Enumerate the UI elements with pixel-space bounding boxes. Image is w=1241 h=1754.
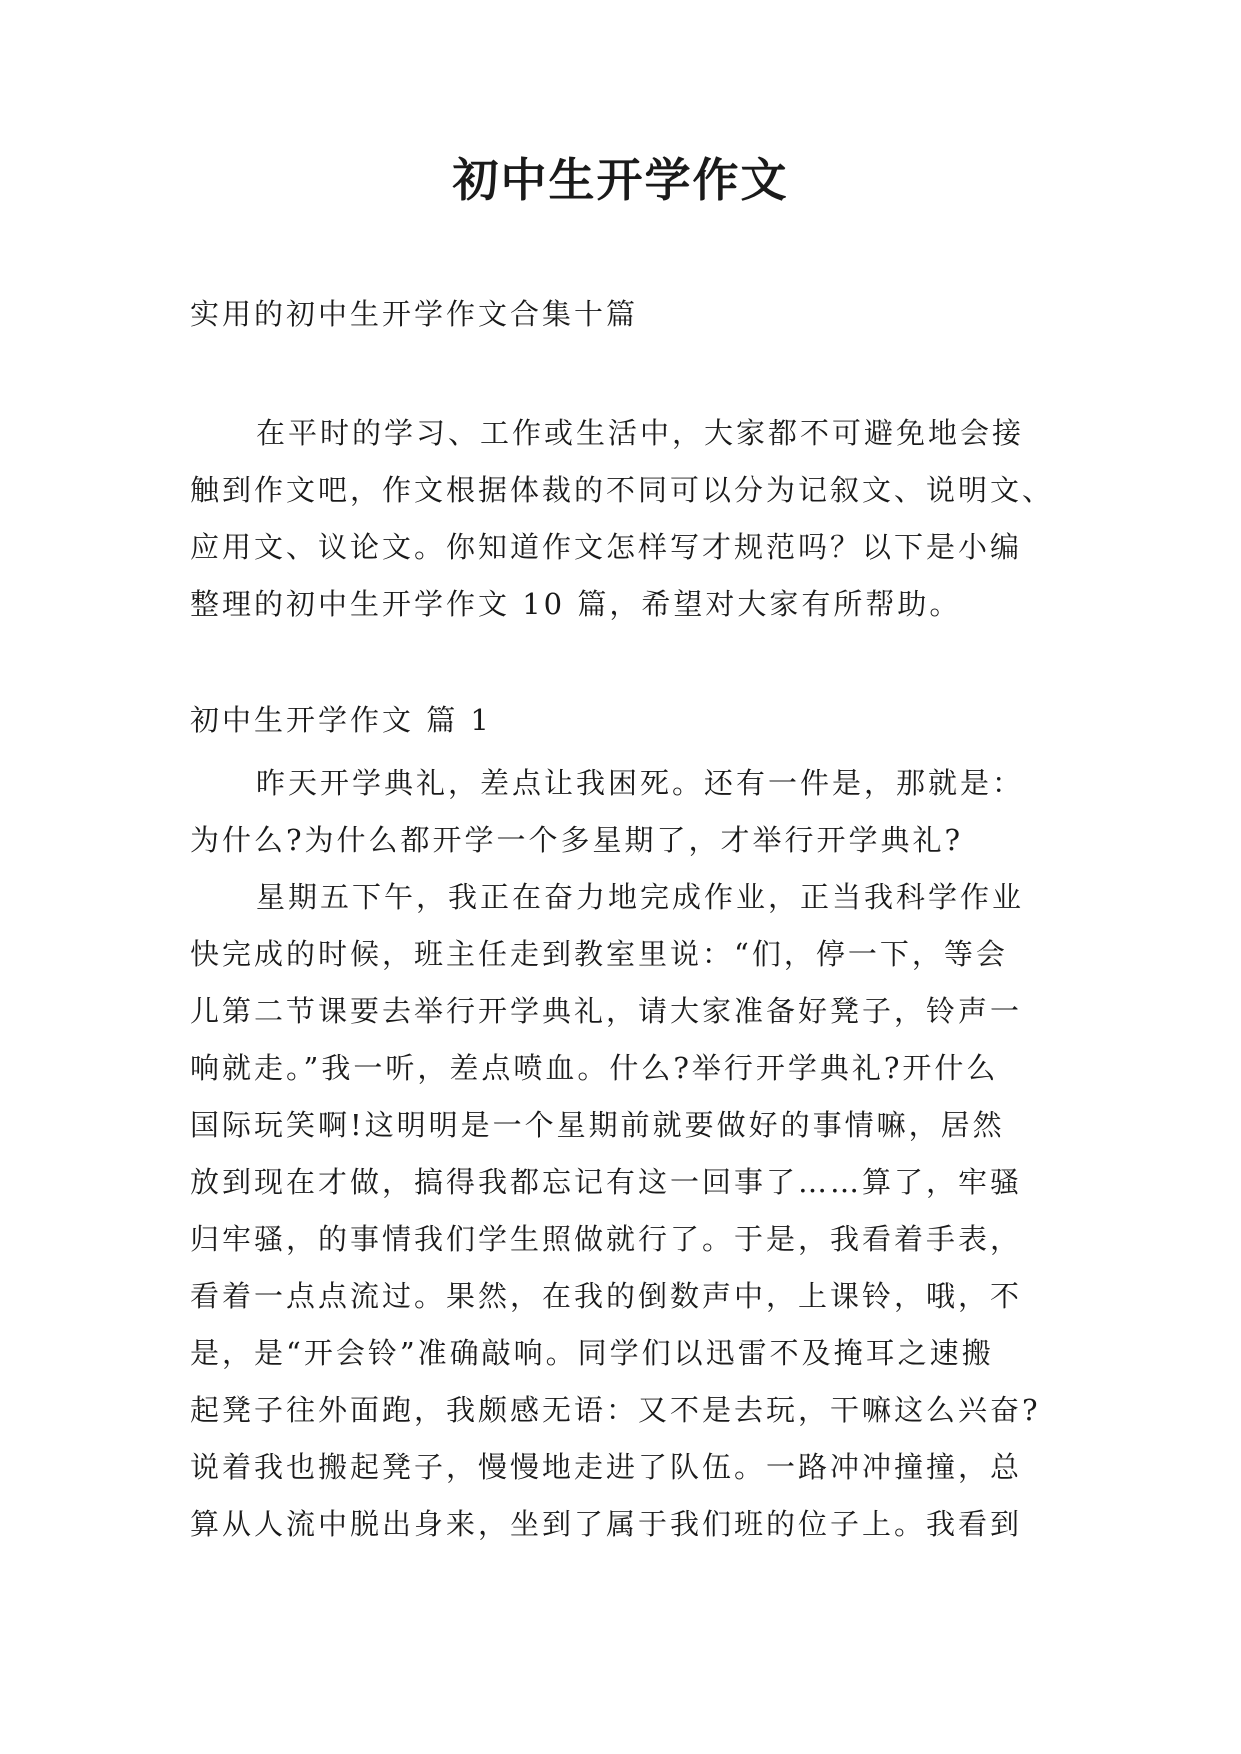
- intro-line: 在平时的学习、工作或生活中，大家都不可避免地会接: [256, 416, 1025, 450]
- section-heading: 初中生开学作文 篇 1: [190, 703, 492, 737]
- essay-line: 儿第二节课要去举行开学典礼，请大家准备好凳子，铃声一: [190, 994, 1023, 1028]
- essay-line: 国际玩笑啊!这明明是一个星期前就要做好的事情嘛，居然: [190, 1108, 1005, 1142]
- essay-line: 快完成的时候，班主任走到教室里说：“们，停一下，等会: [190, 937, 1008, 971]
- essay-line: 看着一点点流过。果然，在我的倒数声中，上课铃，哦，不: [190, 1279, 1023, 1313]
- essay-line: 响就走。”我一听，差点喷血。什么?举行开学典礼?开什么: [190, 1051, 999, 1085]
- essay-line: 星期五下午，我正在奋力地完成作业，正当我科学作业: [256, 880, 1025, 914]
- essay-line: 为什么?为什么都开学一个多星期了，才举行开学典礼?: [190, 823, 964, 857]
- document-subtitle: 实用的初中生开学作文合集十篇: [190, 297, 639, 331]
- essay-line: 归牢骚，的事情我们学生照做就行了。于是，我看着手表，: [190, 1222, 1023, 1256]
- essay-line: 说着我也搬起凳子，慢慢地走进了队伍。一路冲冲撞撞，总: [190, 1450, 1023, 1484]
- essay-line: 放到现在才做，搞得我都忘记有这一回事了……算了，牢骚: [190, 1165, 1023, 1199]
- intro-paragraph: [190, 405, 1055, 633]
- intro-line: 触到作文吧，作文根据体裁的不同可以分为记叙文、说明文、: [190, 473, 1055, 507]
- essay-line: 昨天开学典礼，差点让我困死。还有一件是，那就是：: [256, 766, 1025, 800]
- essay-line: 算从人流中脱出身来，坐到了属于我们班的位子上。我看到: [190, 1507, 1023, 1541]
- essay-line: 是，是“开会铃”准确敲响。同学们以迅雷不及掩耳之速搬: [190, 1336, 994, 1370]
- document-title: 初中生开学作文: [452, 153, 789, 207]
- essay-body: [190, 755, 1055, 1553]
- intro-line: 整理的初中生开学作文 10 篇，希望对大家有所帮助。: [190, 587, 962, 621]
- intro-line: 应用文、议论文。你知道作文怎样写才规范吗？以下是小编: [190, 530, 1023, 564]
- essay-line: 起凳子往外面跑，我颇感无语：又不是去玩，干嘛这么兴奋?: [190, 1393, 1041, 1427]
